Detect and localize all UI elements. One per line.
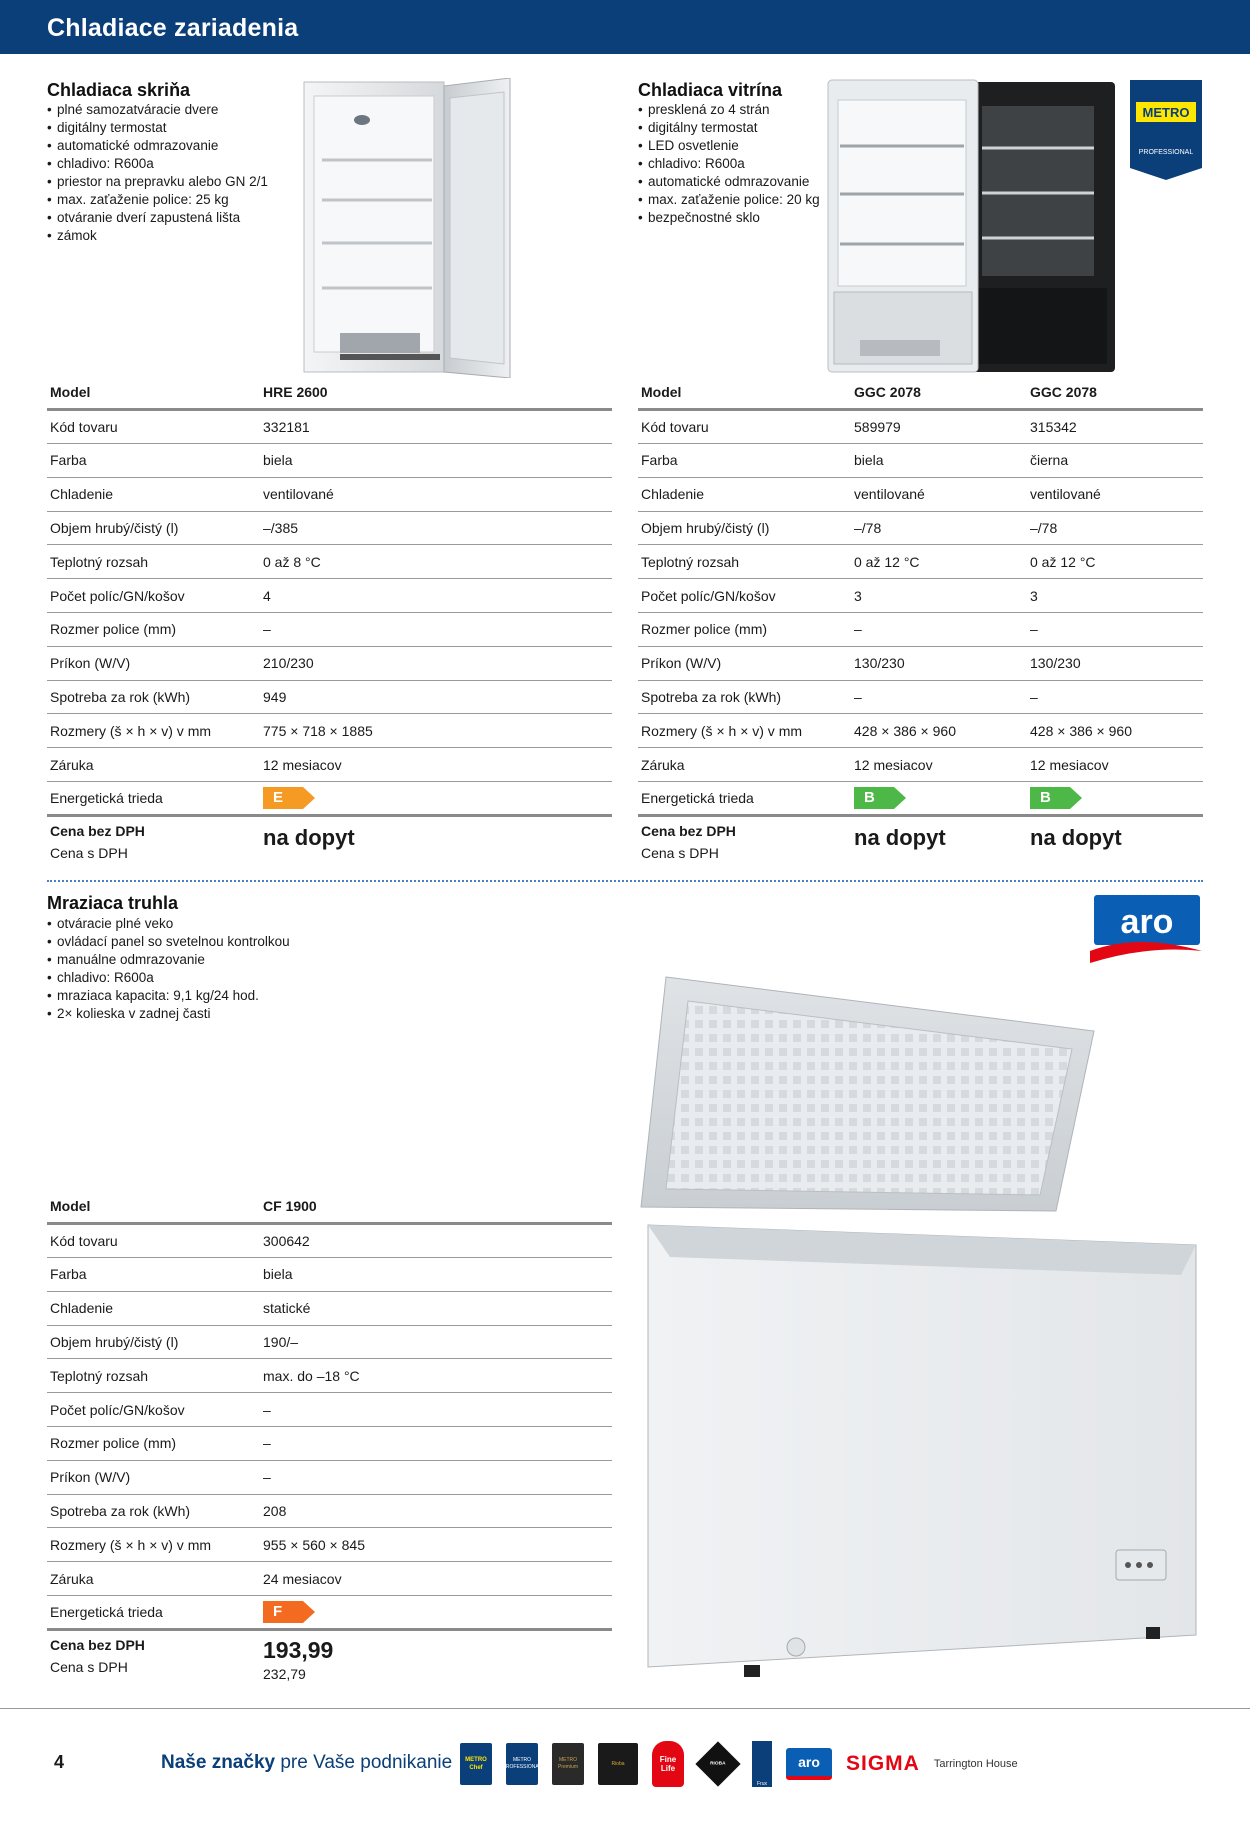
table-row (638, 815, 1203, 867)
table-row (47, 477, 612, 511)
table-row (638, 376, 1203, 410)
freezer-title: Mraziaca truhla (47, 893, 179, 913)
showcase-spec-table (638, 376, 1203, 867)
frux-logo: Frux (752, 1741, 772, 1787)
list-item: • digitálny termostat (47, 119, 268, 137)
spec-label: Záruka (47, 748, 260, 782)
spec-value: 332181 (260, 410, 612, 444)
table-row (47, 1494, 612, 1528)
table-row (638, 511, 1203, 545)
price-ex-vat: 193,99 (263, 1636, 334, 1663)
spec-label: Farba (47, 1258, 260, 1292)
spec-value: ventilované (260, 477, 612, 511)
price-ex-vat-label: Cena bez DPH (50, 822, 145, 839)
spec-value: 775 × 718 × 1885 (260, 714, 612, 748)
spec-value: –/78 (851, 511, 1027, 545)
table-row (638, 579, 1203, 613)
list-item: • priestor na prepravku alebo GN 2/1 (47, 173, 268, 191)
spec-label: Energetická trieda (47, 1596, 260, 1630)
spec-value: 955 × 560 × 845 (260, 1528, 612, 1562)
list-item: • otváranie dverí zapustená lišta (47, 209, 268, 227)
spec-label: Chladenie (47, 477, 260, 511)
spec-value: 3 (1027, 579, 1203, 613)
page-title: Chladiace zariadenia (47, 14, 299, 42)
spec-value: statické (260, 1291, 612, 1325)
list-item: • automatické odmrazovanie (47, 137, 268, 155)
fine-life-logo: Fine Life (652, 1741, 684, 1787)
showcase-title: Chladiaca vitrína (638, 80, 783, 100)
table-row (47, 782, 612, 816)
spec-value: 949 (260, 680, 612, 714)
rioba-logo: RIOBA (695, 1741, 740, 1786)
table-row (47, 1190, 612, 1224)
spec-label: Teplotný rozsah (47, 545, 260, 579)
spec-label: Počet políc/GN/košov (638, 579, 851, 613)
price-on-request: na dopyt (854, 824, 946, 850)
spec-label: Kód tovaru (638, 410, 851, 444)
table-row (47, 444, 612, 478)
spec-value: – (851, 613, 1027, 647)
table-row (47, 1291, 612, 1325)
spec-value: 300642 (260, 1224, 612, 1258)
spec-label: Rozmer police (mm) (638, 613, 851, 647)
spec-value: 130/230 (851, 646, 1027, 680)
table-row (638, 477, 1203, 511)
table-row (638, 748, 1203, 782)
list-item: • max. zaťaženie police: 20 kg (638, 191, 820, 209)
energy-class-badge: B (854, 787, 906, 809)
spec-label: Farba (638, 444, 851, 478)
list-item: • chladivo: R600a (47, 155, 268, 173)
spec-value: – (1027, 613, 1203, 647)
spec-value: max. do –18 °C (260, 1359, 612, 1393)
spec-value: 428 × 386 × 960 (1027, 714, 1203, 748)
cabinet-title: Chladiaca skriňa (47, 80, 191, 100)
table-row (47, 1258, 612, 1292)
metro-professional-small-logo: METRO PROFESSIONAL (506, 1743, 538, 1785)
energy-class-badge: B (1030, 787, 1082, 809)
rioba-gold-logo: Rioba (598, 1743, 638, 1785)
spec-label: Spotreba za rok (kWh) (47, 680, 260, 714)
spec-value: 589979 (851, 410, 1027, 444)
table-row (47, 613, 612, 647)
spec-value: 208 (260, 1494, 612, 1528)
table-row (47, 815, 612, 867)
table-row (638, 613, 1203, 647)
table-row (47, 748, 612, 782)
table-row (47, 1596, 612, 1630)
list-item: • LED osvetlenie (638, 137, 820, 155)
showcase-feature-list (638, 101, 820, 227)
spec-value: 0 až 12 °C (1027, 545, 1203, 579)
svg-text:METRO: METRO (1142, 105, 1190, 120)
spec-label: Farba (47, 444, 260, 478)
spec-label: Energetická trieda (47, 782, 260, 816)
spec-value: CF 1900 (260, 1190, 612, 1224)
table-row (47, 646, 612, 680)
table-row (47, 1528, 612, 1562)
spec-label: Energetická trieda (638, 782, 851, 816)
spec-label: Kód tovaru (47, 1224, 260, 1258)
price-inc-vat-label: Cena s DPH (50, 844, 128, 861)
list-item: • bezpečnostné sklo (638, 209, 820, 227)
metro-professional-logo (1130, 80, 1202, 180)
freezer-feature-list (47, 915, 290, 1023)
spec-value: 12 mesiacov (1027, 748, 1203, 782)
table-row (47, 511, 612, 545)
svg-text:PROFESSIONAL: PROFESSIONAL (1138, 149, 1194, 156)
spec-value: 190/– (260, 1325, 612, 1359)
table-row (638, 680, 1203, 714)
spec-label: Teplotný rozsah (638, 545, 851, 579)
spec-label: Príkon (W/V) (47, 1460, 260, 1494)
list-item: • chladivo: R600a (47, 969, 290, 987)
table-row (638, 410, 1203, 444)
spec-value: 0 až 8 °C (260, 545, 612, 579)
spec-value: – (260, 1393, 612, 1427)
spec-label: Objem hrubý/čistý (l) (47, 511, 260, 545)
table-row (47, 1460, 612, 1494)
spec-value: 12 mesiacov (260, 748, 612, 782)
table-row (47, 1224, 612, 1258)
spec-label: Model (47, 376, 260, 410)
price-on-request: na dopyt (1030, 824, 1122, 850)
page-number: 4 (54, 1752, 65, 1772)
spec-value: – (851, 680, 1027, 714)
table-row (47, 376, 612, 410)
spec-label: Spotreba za rok (kWh) (638, 680, 851, 714)
table-row (638, 646, 1203, 680)
spec-value: –/385 (260, 511, 612, 545)
list-item: • otváracie plné veko (47, 915, 290, 933)
list-item: • digitálny termostat (638, 119, 820, 137)
spec-label: Rozmery (š × h × v) v mm (47, 1528, 260, 1562)
spec-value: 12 mesiacov (851, 748, 1027, 782)
table-row (47, 1359, 612, 1393)
spec-value: biela (260, 444, 612, 478)
spec-value: 428 × 386 × 960 (851, 714, 1027, 748)
spec-label: Teplotný rozsah (47, 1359, 260, 1393)
spec-value: GGC 2078 (1027, 376, 1203, 410)
spec-value: čierna (1027, 444, 1203, 478)
list-item: • presklená zo 4 strán (638, 101, 820, 119)
spec-value: ventilované (851, 477, 1027, 511)
freezer-spec-table (47, 1190, 612, 1682)
spec-value: 0 až 12 °C (851, 545, 1027, 579)
footer-claim: Naše značky pre Vaše podnikanie (161, 1752, 453, 1773)
aro-logo (1088, 893, 1204, 967)
spec-label: Rozmery (š × h × v) v mm (47, 714, 260, 748)
cabinet-feature-list (47, 101, 268, 245)
list-item: • zámok (47, 227, 268, 245)
spec-label: Príkon (W/V) (47, 646, 260, 680)
table-row (47, 680, 612, 714)
fridge-cabinet-image (300, 78, 515, 378)
spec-value: – (1027, 680, 1203, 714)
tarrington-house-logo: Tarrington House (933, 1758, 1018, 1770)
energy-class-badge: E (263, 787, 315, 809)
table-row (47, 1325, 612, 1359)
section-divider (47, 880, 1203, 882)
spec-label: Chladenie (47, 1291, 260, 1325)
spec-label: Rozmery (š × h × v) v mm (638, 714, 851, 748)
spec-value: 315342 (1027, 410, 1203, 444)
spec-value: HRE 2600 (260, 376, 612, 410)
spec-label: Rozmer police (mm) (47, 613, 260, 647)
metro-premium-logo: METRO Premium (552, 1743, 584, 1785)
spec-label: Záruka (47, 1562, 260, 1596)
energy-class-badge: F (263, 1601, 315, 1623)
price-inc-vat-label: Cena s DPH (641, 844, 719, 861)
display-fridges-image (820, 78, 1120, 378)
sigma-logo: SIGMA (846, 1752, 920, 1775)
price-inc-vat-label: Cena s DPH (50, 1658, 128, 1675)
svg-text:aro: aro (1120, 903, 1174, 941)
table-row (47, 1629, 612, 1682)
brand-logos-strip (460, 1738, 1110, 1790)
list-item: • chladivo: R600a (638, 155, 820, 173)
price-on-request: na dopyt (263, 824, 355, 850)
spec-value: – (260, 613, 612, 647)
spec-label: Záruka (638, 748, 851, 782)
spec-value: 3 (851, 579, 1027, 613)
spec-label: Rozmer police (mm) (47, 1427, 260, 1461)
list-item: • plné samozatváracie dvere (47, 101, 268, 119)
spec-label: Model (638, 376, 851, 410)
cabinet-spec-table (47, 376, 612, 867)
table-row (47, 1562, 612, 1596)
spec-value: biela (260, 1258, 612, 1292)
spec-label: Model (47, 1190, 260, 1224)
spec-label: Spotreba za rok (kWh) (47, 1494, 260, 1528)
spec-value: –/78 (1027, 511, 1203, 545)
table-row (47, 1393, 612, 1427)
table-row (638, 714, 1203, 748)
spec-value: – (260, 1427, 612, 1461)
footer-divider (0, 1708, 1250, 1709)
spec-value: biela (851, 444, 1027, 478)
price-ex-vat-label: Cena bez DPH (641, 822, 736, 839)
list-item: • ovládací panel so svetelnou kontrolkou (47, 933, 290, 951)
spec-label: Chladenie (638, 477, 851, 511)
list-item: • max. zaťaženie police: 25 kg (47, 191, 268, 209)
spec-value: 24 mesiacov (260, 1562, 612, 1596)
chest-freezer-image (636, 975, 1206, 1685)
table-row (47, 579, 612, 613)
spec-label: Počet políc/GN/košov (47, 579, 260, 613)
spec-label: Príkon (W/V) (638, 646, 851, 680)
spec-value: GGC 2078 (851, 376, 1027, 410)
list-item: • manuálne odmrazovanie (47, 951, 290, 969)
table-row (47, 714, 612, 748)
table-row (638, 444, 1203, 478)
metro-chef-logo: METRO Chef (460, 1743, 492, 1785)
table-row (638, 782, 1203, 816)
list-item: • mraziaca kapacita: 9,1 kg/24 hod. (47, 987, 290, 1005)
aro-small-logo: aro (786, 1748, 832, 1780)
list-item: • 2× kolieska v zadnej časti (47, 1005, 290, 1023)
spec-value: 130/230 (1027, 646, 1203, 680)
spec-value: 4 (260, 579, 612, 613)
spec-label: Kód tovaru (47, 410, 260, 444)
table-row (638, 545, 1203, 579)
list-item: • automatické odmrazovanie (638, 173, 820, 191)
price-ex-vat-label: Cena bez DPH (50, 1636, 145, 1653)
table-row (47, 410, 612, 444)
spec-label: Objem hrubý/čistý (l) (638, 511, 851, 545)
spec-value: ventilované (1027, 477, 1203, 511)
spec-label: Objem hrubý/čistý (l) (47, 1325, 260, 1359)
price-inc-vat: 232,79 (263, 1665, 306, 1682)
table-row (47, 1427, 612, 1461)
table-row (47, 545, 612, 579)
spec-value: 210/230 (260, 646, 612, 680)
spec-value: – (260, 1460, 612, 1494)
spec-label: Počet políc/GN/košov (47, 1393, 260, 1427)
